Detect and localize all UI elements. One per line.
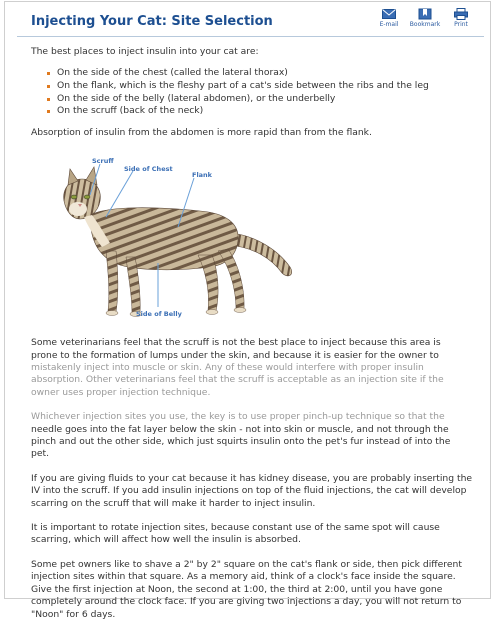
printer-icon xyxy=(454,8,468,20)
injection-site-list xyxy=(47,67,476,117)
cat-illustration xyxy=(40,155,300,325)
scruff-label: Scruff xyxy=(92,157,114,166)
list-item: On the side of the belly (lateral abdomen), or the underbelly xyxy=(47,93,476,106)
print-label: Print xyxy=(454,21,468,28)
paragraph-line: absorption. Other veterinarians feel that the scruff is acceptable as an injection site if the xyxy=(31,374,444,386)
article-page xyxy=(4,1,491,620)
bookmark-label: Bookmark xyxy=(409,21,441,28)
paragraph-line: owner uses proper injection technique. xyxy=(31,386,211,398)
list-item: On the side of the chest (called the lateral thorax) xyxy=(47,67,476,80)
paragraph-line: prone to the formation of lumps under the skin, and because it is easier for the owner to xyxy=(31,349,439,361)
list-item: On the scruff (back of the neck) xyxy=(47,105,476,118)
paragraph-line: Whichever injection sites you use, the key is to use proper pinch-up technique so that the xyxy=(31,411,445,423)
page-title: Injecting Your Cat: Site Selection xyxy=(31,14,273,29)
scruff-opinion-paragraph xyxy=(31,337,476,399)
article-tools xyxy=(374,8,476,28)
paragraph-line: mistakenly inject into muscle or skin. Any of these would interfere with proper insulin xyxy=(31,362,424,373)
paragraph-line: pet. xyxy=(31,448,50,460)
flank-label: Flank xyxy=(192,171,213,180)
bookmark-button[interactable] xyxy=(410,8,440,28)
email-button[interactable] xyxy=(374,8,404,28)
article-body xyxy=(5,46,490,621)
side-of-belly-label: Side of Belly xyxy=(136,310,182,319)
shave-square-paragraph: Some pet owners like to shave a 2" by 2" square on the cat's flank or side, then pick different injection sites within that square. As a memory aid, think of a clock's face inside the square. Give the first injection at Noon, the second at 1:00, the third at 2:00, until you have gone completely around the clock face. If you are giving two injections a day, you will not return to "Noon" for 6 days. xyxy=(31,558,462,620)
fluids-paragraph: If you are giving fluids to your cat because it has kidney disease, you are probably inserting the IV into the scruff. If you add insulin injections on top of the fluid injections, the cat will develop scarring on the scruff that will make it harder to inject insulin. xyxy=(31,472,473,509)
pinch-technique-paragraph xyxy=(31,411,476,461)
paragraph-line: pinch and out the other side, which just squirts insulin onto the pet's fur instead of into the xyxy=(31,436,451,448)
absorption-text: Absorption of insulin from the abdomen is more rapid than from the flank. xyxy=(31,126,372,138)
article-header xyxy=(17,2,484,37)
intro-text: The best places to inject insulin into your cat are: xyxy=(31,46,259,57)
bookmark-icon xyxy=(418,8,432,20)
cat-diagram xyxy=(40,155,300,325)
paragraph-line: Some veterinarians feel that the scruff is not the best place to inject because this area is xyxy=(31,337,441,349)
rotate-sites-paragraph: It is important to rotate injection sites, because constant use of the same spot will cause scarring, which will affect how well the insulin is absorbed. xyxy=(31,522,440,546)
side-of-chest-label: Side of Chest xyxy=(124,165,173,174)
email-label: E-mail xyxy=(379,21,399,28)
envelope-icon xyxy=(382,8,396,20)
paragraph-line: needle goes into the fat layer below the skin - not into skin or muscle, and not through the xyxy=(31,423,449,435)
list-item: On the flank, which is the fleshy part of a cat's side between the ribs and the leg xyxy=(47,80,476,93)
print-button[interactable] xyxy=(446,8,476,28)
